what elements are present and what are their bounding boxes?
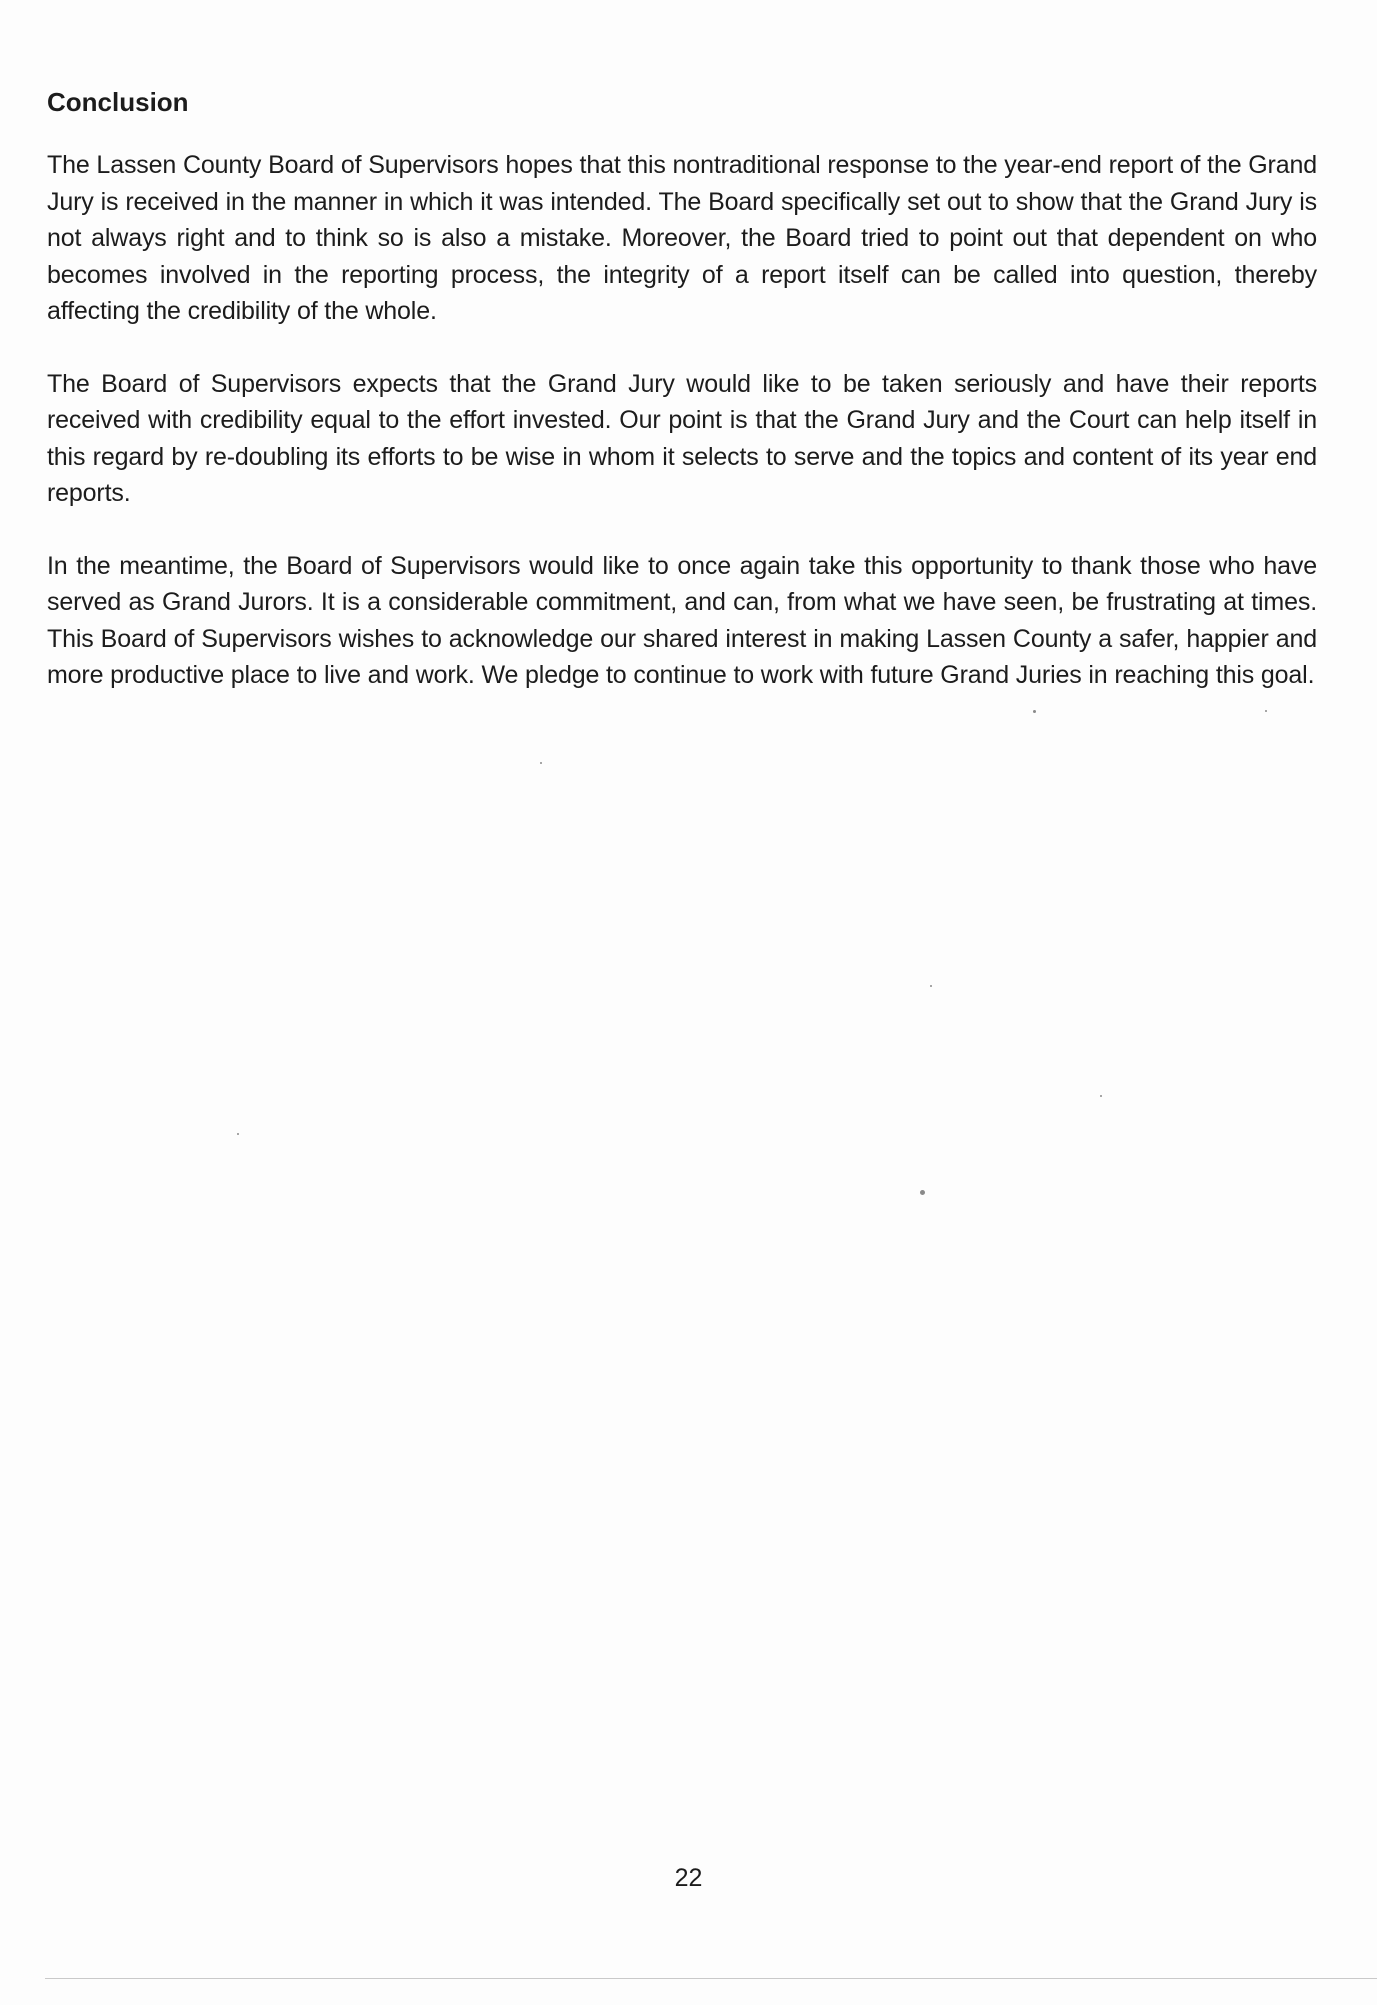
scan-speck (237, 1133, 239, 1135)
document-body (47, 84, 1317, 730)
scan-speck (1265, 710, 1267, 712)
paragraph-1: The Lassen County Board of Supervisors hopes that this nontraditional response to the year-end report of the Grand Jury is received in the manner in which it was intended. The Board specifically set out to show that the Grand Jury is not always right and to think so is also a mistake. Moreover, the Board tried to point out that dependent on who becomes involved in the reporting process, the integrity of a report itself can be called into question, thereby affecting the credibility of the whole. (47, 151, 1317, 325)
scan-speck (1033, 710, 1036, 713)
paragraph-3: In the meantime, the Board of Supervisors would like to once again take this opportunity to thank those who have served as Grand Jurors. It is a considerable commitment, and can, from what we have seen, be frustrating at times. This Board of Supervisors wishes to acknowledge our shared interest in making Lassen County a safer, happier and more productive place to live and work. We pledge to continue to work with future Grand Juries in reaching this goal. (47, 551, 1317, 689)
scan-speck (540, 762, 542, 764)
paragraph-2: The Board of Supervisors expects that the Grand Jury would like to be taken seriously and have their reports received with credibility equal to the effort invested. Our point is that the Grand Jury and the Court can help itself in this regard by re-doubling its efforts to be wise in whom it selects to serve and the topics and content of its year end reports. (47, 369, 1317, 507)
scan-speck (1100, 1095, 1102, 1097)
scan-speck (920, 1190, 925, 1195)
scan-speck (930, 985, 932, 987)
page-number: 22 (674, 1864, 703, 1892)
scan-edge-line (45, 1978, 1377, 1979)
section-heading: Conclusion (47, 87, 189, 117)
